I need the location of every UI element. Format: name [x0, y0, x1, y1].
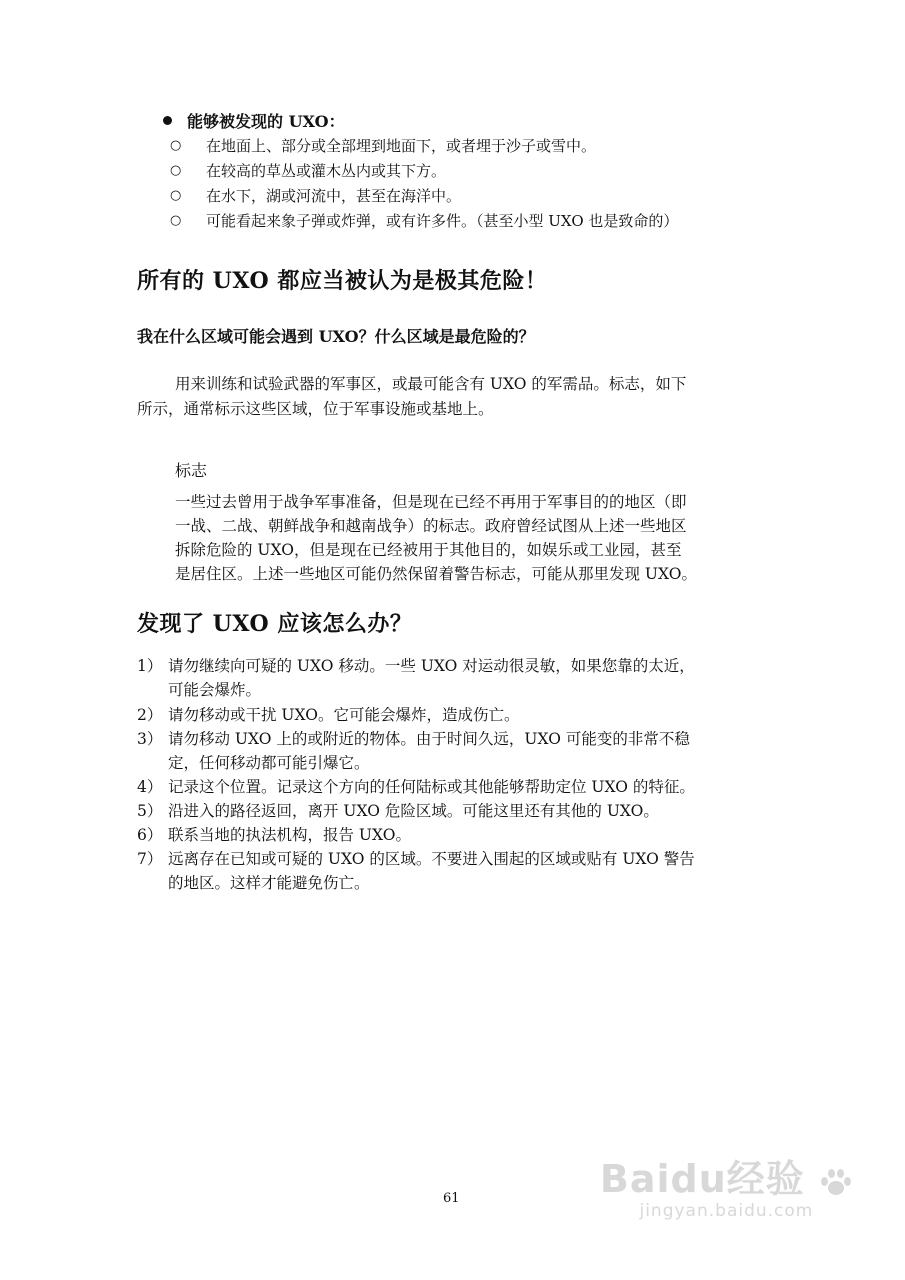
circle-marker: ○	[170, 138, 182, 153]
step-text: 的地区。这样才能避免伤亡。	[168, 874, 370, 892]
paragraph-line: 拆除危险的 UXO，但是现在已经被用于其他目的，如娱乐或工业园，甚至	[175, 541, 682, 559]
step-number: 2）	[137, 706, 163, 724]
sub-item: 在地面上、部分或全部埋到地面下，或者埋于沙子或雪中。	[206, 137, 597, 155]
step-text: 联系当地的执法机构，报告 UXO。	[168, 826, 411, 844]
sign-heading: 标志	[175, 461, 208, 480]
paragraph-line: 所示，通常标示这些区域，位于军事设施或基地上。	[137, 400, 494, 418]
sub-item: 在水下，湖或河流中，甚至在海洋中。	[206, 187, 462, 205]
step-text: 沿进入的路径返回，离开 UXO 危险区域。可能这里还有其他的 UXO。	[168, 802, 659, 820]
heading-found: 发现了 UXO 应该怎么办？	[137, 611, 413, 637]
baidu-watermark	[600, 1148, 853, 1221]
circle-marker: ○	[170, 213, 182, 228]
heading-danger: 所有的 UXO 都应当被认为是极其危险！	[137, 268, 548, 294]
circle-marker: ○	[170, 188, 182, 203]
paragraph-line: 用来训练和试验武器的军事区，或最可能含有 UXO 的军需品。标志，如下	[175, 375, 687, 393]
steps-list	[0, 655, 905, 895]
bullet-point	[163, 116, 172, 125]
step-number: 5）	[137, 802, 163, 820]
intro-paragraph	[0, 372, 905, 424]
paragraph-line: 一些过去曾用于战争军事准备，但是现在已经不再用于军事目的的地区（即	[175, 493, 687, 511]
step-text: 请勿移动或干扰 UXO。它可能会爆炸，造成伤亡。	[168, 706, 520, 724]
step-number: 7）	[137, 850, 163, 868]
step-text: 远离存在已知或可疑的 UXO 的区域。不要进入围起的区域或贴有 UXO 警告	[168, 850, 695, 868]
paragraph-line: 一战、二战、朝鲜战争和越南战争）的标志。政府曾经试图从上述一些地区	[175, 517, 687, 535]
step-text: 记录这个位置。记录这个方向的任何陆标或其他能够帮助定位 UXO 的特征。	[168, 778, 695, 796]
question-heading: 我在什么区域可能会遇到 UXO？什么区域是最危险的？	[137, 327, 535, 346]
paw-icon	[819, 1167, 853, 1197]
step-number: 4）	[137, 778, 163, 796]
watermark-url: jingyan.baidu.com	[639, 1201, 814, 1221]
step-number: 1）	[137, 657, 163, 675]
sign-paragraph	[175, 490, 795, 590]
circle-marker: ○	[170, 163, 182, 178]
sub-item: 可能看起来象子弹或炸弹，或有许多件。（甚至小型 UXO 也是致命的）	[206, 212, 679, 230]
step-number: 6）	[137, 826, 163, 844]
step-text: 定，任何移动都可能引爆它。	[168, 754, 370, 772]
step-text: 可能会爆炸。	[168, 681, 262, 699]
page-number: 61	[443, 1191, 460, 1206]
paragraph-line: 是居住区。上述一些地区可能仍然保留着警告标志，可能从那里发现 UXO。	[175, 565, 697, 583]
step-number: 3）	[137, 730, 163, 748]
sub-item: 在较高的草丛或灌木丛内或其下方。	[206, 162, 447, 180]
watermark-logo-text: Baidu经验	[599, 1157, 805, 1201]
step-text: 请勿移动 UXO 上的或附近的物体。由于时间久远，UXO 可能变的非常不稳	[168, 730, 690, 748]
bullet-title: 能够被发现的 UXO：	[187, 112, 345, 131]
sub-list	[0, 134, 905, 234]
watermark-logo	[600, 1148, 853, 1203]
step-text: 请勿继续向可疑的 UXO 移动。一些 UXO 对运动很灵敏，如果您靠的太近，	[168, 657, 695, 675]
